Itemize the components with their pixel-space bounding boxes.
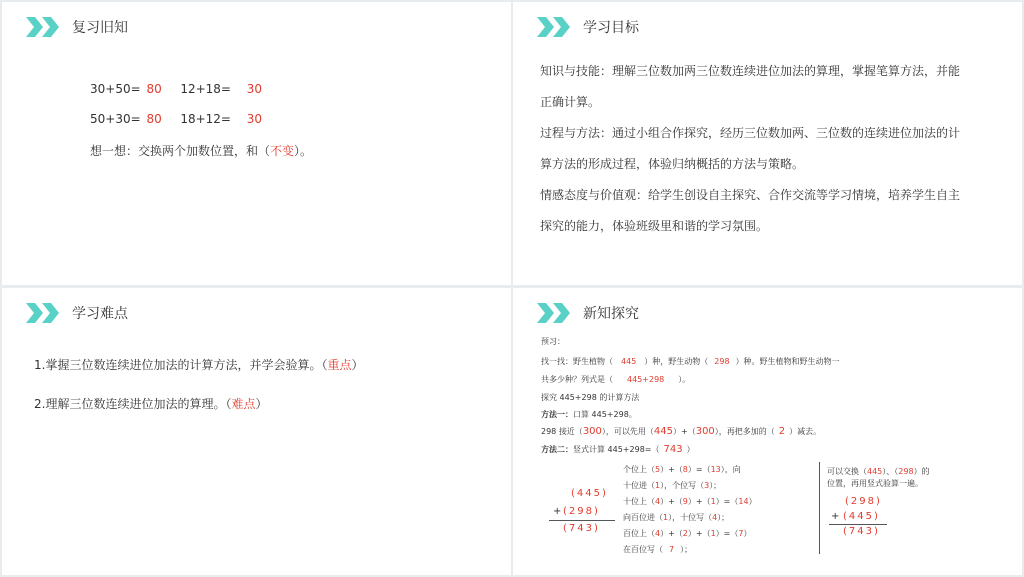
check-plus: + [831,511,840,522]
value: 4 [655,529,661,538]
value: 1 [655,481,661,490]
goal-line: 正确计算。 [540,95,601,109]
animals-value: 298 [714,357,730,366]
method-1-label: 方法一： [541,410,573,419]
double-chevron-icon [537,303,573,323]
text: ），十位写（ [668,513,713,522]
method-2-end: ） [686,445,695,454]
expression: 18+12= [180,112,231,126]
text: ）+（ [687,529,711,538]
method-2-answer: 743 [663,444,683,455]
expression: 30+50= [90,82,141,96]
value: 300 [695,426,715,437]
text: 十位进（ [623,481,655,490]
value: 8 [682,465,688,474]
method-1-text: 口算 445+298。 [573,410,637,419]
value: 445 [653,426,673,437]
difficulty-title: 学习难点 [72,306,128,322]
goal-line: 知识与技能：理解三位数加两三位数连续进位加法的算理，掌握笔算方法，并能 [540,64,961,78]
text: ）种。野生植物和野生动物一 [735,357,840,366]
explore-title: 新知探究 [583,306,639,322]
review-panel [2,2,511,285]
value: 298 [898,467,914,476]
method-2-text: 竖式计算 445+298=（ [573,445,660,454]
text: ）； [717,513,730,522]
double-chevron-icon [26,17,62,37]
explore-panel [513,288,1022,575]
find-line-1 [541,356,840,367]
text: ） [748,497,757,506]
text: ），再把多加的（ [714,427,775,436]
vertical-plus: + [553,506,562,517]
text: ）减去。 [789,427,822,436]
value: 2 [778,426,786,437]
method-1-line [541,409,637,420]
text: ） [743,529,752,538]
expression: 50+30= [90,112,141,126]
text: ），个位写（ [660,481,705,490]
text: 在百位写（ [623,545,663,554]
think-line [90,142,312,159]
swap-line-1 [827,466,930,477]
text: ）； [680,545,693,554]
vertical-result: (743) [563,523,600,534]
value: 9 [682,497,688,506]
text: 个位上（ [623,465,655,474]
vertical-line [549,520,615,521]
goals-title: 学习目标 [583,20,639,36]
value: 7 [738,529,744,538]
think-answer: 不变 [270,144,295,158]
formula-value: 445+298 [627,375,665,384]
method-2-label: 方法二： [541,445,573,454]
goal-line: 过程与方法：通过小组合作探究，经历三位数加两、三位数的连续进位加法的计 [540,126,961,140]
value: 1 [710,497,716,506]
think-end: ）。 [294,144,313,158]
value: 5 [655,465,661,474]
explore-header [537,302,639,324]
answer: 30 [246,112,263,126]
text: ）； [709,481,722,490]
double-chevron-icon [26,303,62,323]
answer: 80 [146,112,162,126]
check-bottom: (445) [843,511,880,522]
step-line [623,496,757,507]
text: 找一找：野生植物（ [541,357,613,366]
review-header [26,16,128,38]
text: 298 接近（ [541,427,583,436]
review-title: 复习旧知 [72,20,128,36]
value: 14 [738,497,749,506]
text: ）。 [678,375,691,384]
value: 13 [710,465,721,474]
plants-value: 445 [621,357,637,366]
preview-label: 预习： [541,337,565,346]
goals-panel [513,2,1022,285]
value: 4 [655,497,661,506]
method-2-line [541,444,695,455]
value: 2 [682,529,688,538]
value: 1 [663,513,669,522]
text: ）、（ [882,467,899,476]
text: ），可以先用（ [601,427,654,436]
swap-line-2: 位置，再用竖式验算一遍。 [827,479,923,488]
step-line [623,480,721,491]
check-top: (298) [845,496,882,507]
method-1b-line [541,426,821,437]
step-line [623,512,729,523]
text: ）+（ [660,497,683,506]
think-text: 想一想：交换两个加数位置，和（ [90,144,271,158]
check-line [829,524,887,525]
vertical-bottom: (298) [563,506,600,517]
goals-text [540,56,1002,242]
equation-row-2 [90,112,262,126]
text: ），向 [720,465,741,474]
item-text: 1.掌握三位数连续进位加法的计算方法，并学会验算。（ [34,358,328,372]
text: 可以交换（ [827,467,867,476]
difficulty-header [26,302,128,324]
text: ）+（ [660,465,683,474]
item-end: ） [351,358,364,372]
item-text: 2.理解三位数连续进位加法的算理。（ [34,397,232,411]
text: ）+（ [673,427,696,436]
goals-header [537,16,639,38]
value: 1 [710,529,716,538]
item-tag: 重点 [327,358,352,372]
difficulty-item-2 [34,395,267,412]
answer: 30 [246,82,263,96]
explore-line: 探究 445+298 的计算方法 [541,393,640,402]
text: 百位上（ [623,529,655,538]
goal-line: 情感态度与价值观：给学生创设自主探究、合作交流等学习情境，培养学生自主 [540,188,961,202]
step-line [623,464,741,475]
text: 共多少种？列式是（ [541,375,613,384]
text: ）+（ [687,497,711,506]
goal-line: 探究的能力，体验班级里和谐的学习氛围。 [540,219,769,233]
check-result: (743) [843,526,880,537]
text: ）=（ [715,529,739,538]
text: ）+（ [660,529,683,538]
expression: 12+18= [180,82,231,96]
step-line [623,544,692,555]
text: 十位上（ [623,497,655,506]
item-end: ） [255,397,268,411]
text: ）种，野生动物（ [644,357,709,366]
vertical-top: (445) [571,488,608,499]
text: ）=（ [715,497,739,506]
equation-row-1 [90,82,262,96]
value: 3 [704,481,710,490]
answer: 80 [146,82,162,96]
text: ）=（ [687,465,711,474]
find-line-2 [541,374,690,385]
text: ）的 [913,467,930,476]
value: 300 [582,426,602,437]
text: 向百位进（ [623,513,663,522]
item-tag: 难点 [231,397,256,411]
goal-line: 算方法的形成过程，体验归纳概括的方法与策略。 [540,157,805,171]
divider [819,462,820,554]
step-line [623,528,751,539]
difficulty-panel [2,288,511,575]
value: 4 [712,513,718,522]
double-chevron-icon [537,17,573,37]
difficulty-item-1 [34,356,363,373]
value: 445 [867,467,883,476]
value: 7 [669,545,675,554]
